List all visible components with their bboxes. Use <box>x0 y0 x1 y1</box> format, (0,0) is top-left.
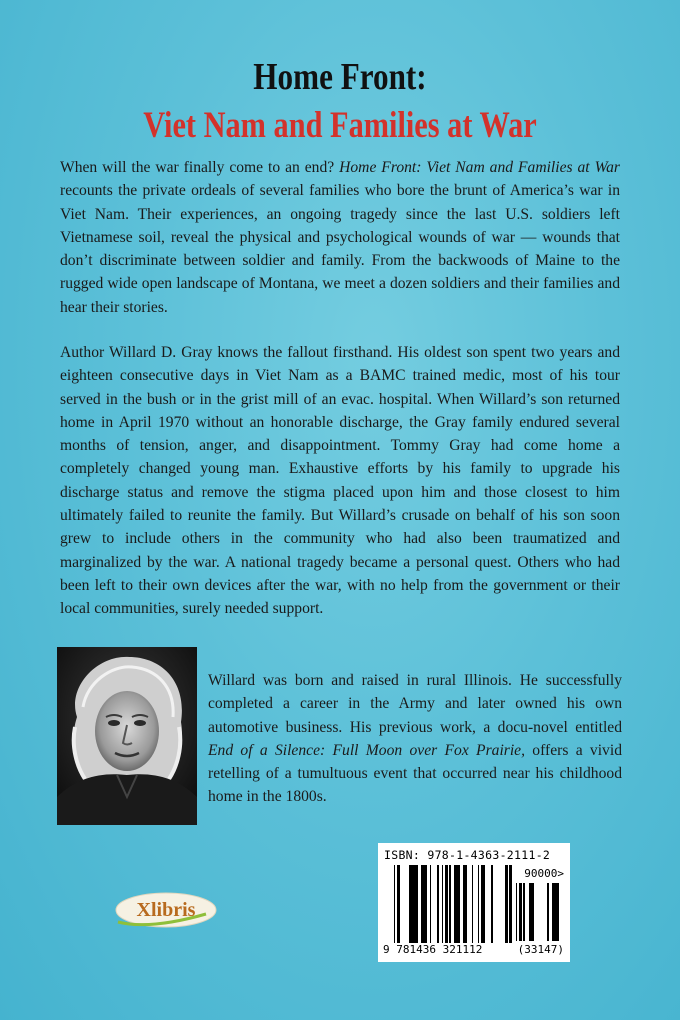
barcode-bar <box>457 865 460 943</box>
synopsis-intro: When will the war finally come to an end? <box>60 159 340 176</box>
barcode-bar <box>445 865 448 943</box>
barcode-bar <box>466 865 467 943</box>
barcode-bar <box>505 865 508 943</box>
barcode-bar <box>455 865 457 943</box>
barcode-digits: 9 781436 321112 <box>383 943 483 956</box>
barcode-bar <box>463 865 466 943</box>
barcode-bar <box>553 883 555 941</box>
barcode-bar <box>449 865 451 943</box>
barcode-bar <box>424 865 425 943</box>
barcode-bar <box>442 865 443 943</box>
barcode-bar <box>412 865 413 943</box>
barcode-bar <box>511 865 512 943</box>
barcode-bar <box>409 865 412 943</box>
isbn-label: ISBN: 978-1-4363-2111-2 <box>384 848 551 862</box>
barcode-bar <box>397 865 400 943</box>
barcode-bars <box>394 865 512 945</box>
barcode-bar <box>472 865 473 943</box>
barcode-bar <box>421 865 424 943</box>
author-photo <box>57 647 197 825</box>
barcode-bar <box>516 883 517 941</box>
barcode-bar <box>430 865 431 943</box>
barcode-bar <box>478 865 479 943</box>
barcode-bar <box>394 865 395 943</box>
barcode-bar <box>484 865 485 943</box>
synopsis-book-title: Home Front: Viet Nam and Families at War <box>339 159 620 176</box>
barcode-bar <box>413 865 415 943</box>
synopsis-rest: recounts the private ordeals of several families who bore the brunt of America’s war in Viet Nam. Their experiences, an ongoing tragedy since the last U.S. soldiers left Vietnamese soil, reveal the physical and psychological wounds of war — wounds that don’t discriminate between soldier and family. From the backwoods of Maine to the rugged wide open landscape of Montana, we meet a dozen soldiers and their families and hear their stories. <box>60 182 620 316</box>
barcode-bar <box>415 865 418 943</box>
barcode-bar <box>519 883 522 941</box>
barcode-bar <box>529 883 531 941</box>
barcode-bar <box>547 883 549 941</box>
addon-barcode-bars <box>516 883 564 941</box>
barcode-check-code: (33147) <box>517 943 564 956</box>
barcode-bar <box>454 865 455 943</box>
barcode-bar <box>558 883 559 941</box>
price-code: 90000> <box>524 867 564 880</box>
barcode-bar <box>509 865 511 943</box>
book-title: Home Front: <box>253 56 427 98</box>
barcode-bar <box>437 865 439 943</box>
barcode-bar <box>523 883 525 941</box>
bio-after: offers a vivid retelling of a tumultuous event that occurred near his childhood home in the 1800s. <box>208 741 622 806</box>
publisher-name: Xlibris <box>136 899 196 921</box>
bio-work-title: End of a Silence: Full Moon over Fox Prairie, <box>208 741 525 759</box>
barcode-bar <box>491 865 493 943</box>
barcode-bar <box>481 865 484 943</box>
author-portrait-image <box>57 647 197 825</box>
title-block <box>0 55 680 149</box>
barcode-bar <box>425 865 427 943</box>
book-subtitle: Viet Nam and Families at War <box>143 105 537 146</box>
author-bio <box>208 669 622 809</box>
barcode-bar <box>555 883 558 941</box>
barcode-bar <box>552 883 553 941</box>
xlibris-logo-image <box>110 888 218 932</box>
author-paragraph: Author Willard D. Gray knows the fallout firsthand. His oldest son spent two years and eighteen consecutive days in Viet Nam as a BAMC trained medic, most of his tour served in the bush or in the grist mill of an evac. hospital. When Willard’s son returned home in April 1970 without an honorable discharge, the Gray family endured several months of tension, anger, and disappointment. Tommy Gray had come home a completely changed young man. Exhaustive efforts by his family to upgrade his discharge status and remove the stigma placed upon him and those closest to him ultimately failed to reunite the family. But Willard’s crusade on behalf of his son soon grew to include others in the community who had also been traumatized and marginalized by the war. A national tragedy became a personal quest. Others who had been left to their own devices after the war, with no help from the government or their local communities, surely needed support. <box>60 344 620 618</box>
xlibris-logo <box>110 888 218 932</box>
barcode-bar <box>531 883 534 941</box>
isbn-barcode <box>378 843 570 962</box>
synopsis-paragraph <box>60 156 620 319</box>
bio-before: Willard was born and raised in rural Illinois. He successfully completed a career in the Army and later owned his own automotive business. His previous work, a docu-novel entitled <box>208 672 622 736</box>
